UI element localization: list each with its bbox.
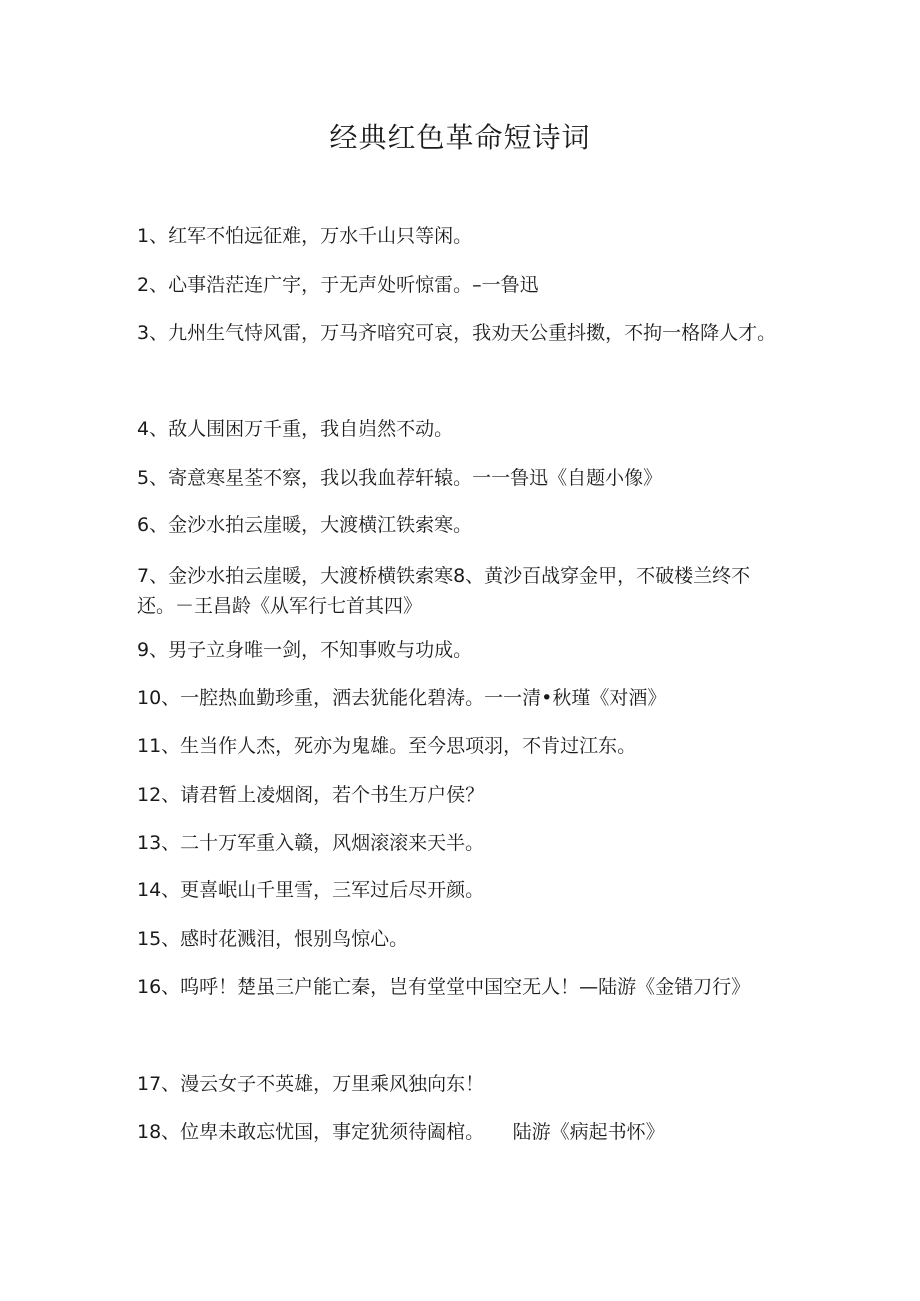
poem-line-2: 2、心事浩茫连广宇，于无声处听惊雷。–一鲁迅 bbox=[137, 274, 539, 296]
poem-line-9: 10、一腔热血勤珍重，洒去犹能化碧涛。一一清•秋瑾《对酒》 bbox=[137, 687, 667, 709]
poem-line-3: 3、九州生气恃风雷，万马齐喑究可哀，我劝天公重抖擞，不拘一格降人才。 bbox=[137, 322, 777, 344]
poem-line-15: 16、呜呼！楚虽三户能亡秦，岂有堂堂中国空无人！—陆游《金错刀行》 bbox=[137, 976, 751, 998]
poem-line-1: 1、红军不怕远征难，万水千山只等闲。 bbox=[137, 225, 473, 247]
poem-line-10: 11、生当作人杰，死亦为鬼雄。至今思项羽，不肯过江东。 bbox=[137, 735, 637, 757]
poem-line-13: 14、更喜岷山千里雪，三军过后尽开颜。 bbox=[137, 879, 485, 901]
poem-line-14: 15、感时花溅泪，恨别鸟惊心。 bbox=[137, 928, 409, 950]
poem-line-17: 18、位卑未敢忘忧国，事定犹须待阖棺。 陆游《病起书怀》 bbox=[137, 1121, 665, 1143]
poem-line-8: 9、男子立身唯一剑，不知事败与功成。 bbox=[137, 639, 473, 661]
poem-line-12: 13、二十万军重入赣，风烟滚滚来天半。 bbox=[137, 832, 485, 854]
poem-line-16: 17、漫云女子不英雄，万里乘风独向东！ bbox=[137, 1073, 485, 1095]
poem-line-6: 6、金沙水拍云崖暖，大渡横江铁索寒。 bbox=[137, 514, 473, 536]
poem-line-5: 5、寄意寒星荃不察，我以我血荐轩辕。一一鲁迅《自题小像》 bbox=[137, 467, 663, 489]
document-title: 经典红色革命短诗词 bbox=[329, 121, 591, 154]
poem-line-7: 7、金沙水拍云崖暖，大渡桥横铁索寒8、黄沙百战穿金甲，不破楼兰终不还。－王昌龄《从军行七首其四》 bbox=[137, 565, 751, 617]
poem-line-11: 12、请君暂上凌烟阁，若个书生万户侯？ bbox=[137, 784, 485, 806]
poem-line-4: 4、敌人围困万千重，我自岿然不动。 bbox=[137, 418, 454, 440]
